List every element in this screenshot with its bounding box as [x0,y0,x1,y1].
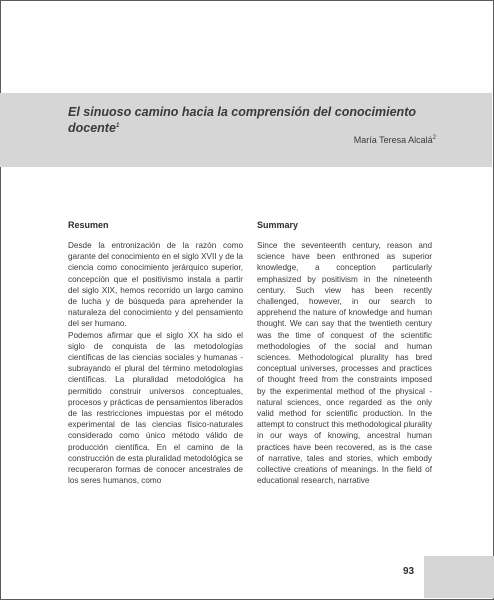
abstract-spanish [68,240,243,486]
author-name: María Teresa Alcalá$^2$ [353,135,436,145]
author-footnote-marker: 2 [432,135,436,141]
abstract-heading-english: Summary [257,220,299,230]
abstract-english [257,240,432,486]
abstract-paragraph: Desde la entronización de la razón como garante del conocimiento en el siglo XVII y de la ciencia como conocimiento jerárquico superior, concepción que el positivismo instala a partir del siglo XIX, hemos recorrido un largo camino de lucha y de búsqueda para aprehender la naturaleza del conocimiento y del pensamiento del ser humano. [68,241,243,329]
article-title: El sinuoso camino hacia la comprensión del conocimiento docente$^1$ [68,105,416,135]
abstract-paragraph: Podemos afirmar que el siglo XX ha sido el siglo de conquista de las metodologías científicas de las ciencias sociales y humanas -subrayando el plural del término metodologías científicas. La pluralidad metodológica ha permitido construir universos conceptuales, procesos y prácticas de pensamientos liberados de las restricciones impuestas por el método experimental de las ciencias físico-naturales considerado como único método válido de producción científica. En el camino de la construcción de esta pluralidad metodológica se recuperaron formas de conocer ancestrales de los seres humanos, como [68,330,243,486]
abstract-heading-spanish: Resumen [68,220,109,230]
page-number-tab [424,556,494,598]
abstract-paragraph: Since the seventeenth century, reason and science have been enthroned as superior knowledge, a conception particularly emphasized by positivism in the nineteenth century. Such view has been recently challenged, however, in our search to apprehend the nature of knowledge and human thought. We can say that the twentieth century was the time of conquest of the scientific methodologies of the social and human sciences. Methodological plurality has bred conceptual universes, processes and practices of thought freed from the constraints imposed by the experimental method of the physical - natural sciences, once regarded as the only valid method for scientific production. In the attempt to construct this methodological plurality in our ways of knowing, ancestral human practices have been recovered, as is the case of narrative, tales and stories, which embody collective creations of meanings. In the field of educational research, narrative [257,241,432,486]
title-footnote-marker: 1 [115,122,120,129]
page-number: 93 [403,566,415,577]
